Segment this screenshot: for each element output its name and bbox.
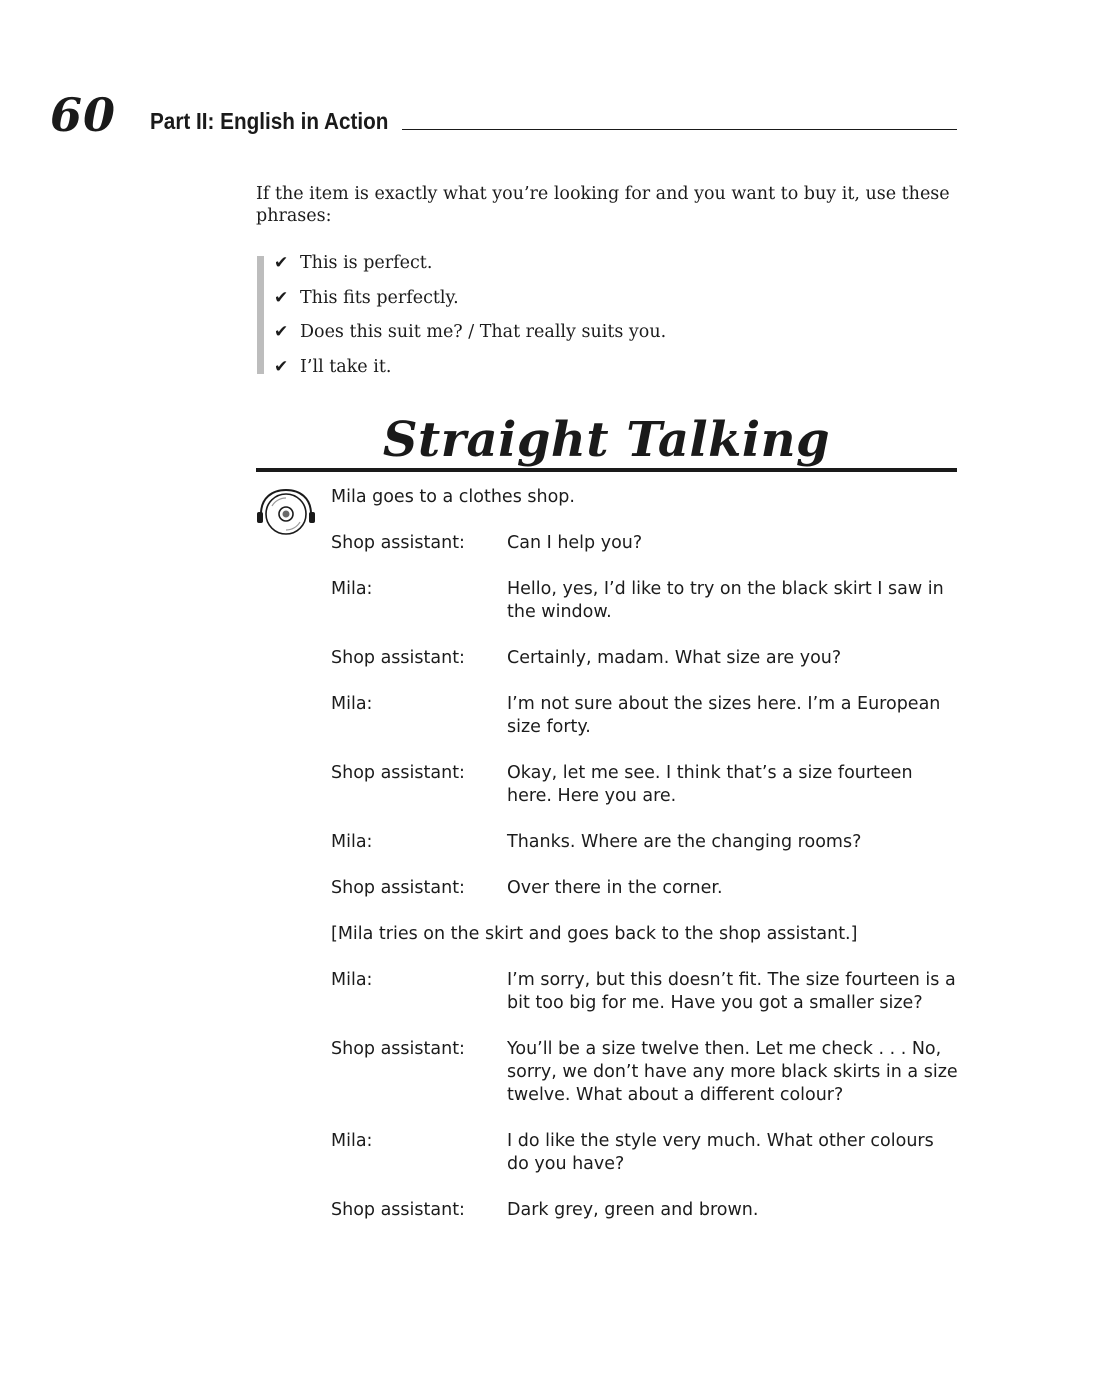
- dialogue-line: I’m sorry, but this doesn’t fit. The size fourteen is a bit too big for me. Have you got a smaller size?: [507, 970, 956, 1013]
- list-item-text: This fits perfectly.: [300, 287, 459, 308]
- dialogue-turn: [331, 1130, 961, 1176]
- dialogue-line: Over there in the corner.: [507, 878, 723, 898]
- dialogue-line: Hello, yes, I’d like to try on the black skirt I saw in the window.: [507, 579, 944, 622]
- speaker-label: Shop assistant:: [331, 763, 465, 783]
- dialogue-turn: [331, 1038, 961, 1107]
- dialogue-line: I’m not sure about the sizes here. I’m a European size forty.: [507, 694, 941, 737]
- checkmark-icon: ✔: [274, 357, 289, 378]
- stage-direction: [Mila tries on the skirt and goes back to the shop assistant.]: [331, 924, 858, 944]
- speaker-label: Mila:: [331, 832, 373, 852]
- scene-description: Mila goes to a clothes shop.: [331, 487, 575, 507]
- speaker-label: Shop assistant:: [331, 533, 465, 553]
- cd-headphones-icon: [256, 486, 316, 536]
- speaker-label: Mila:: [331, 970, 373, 990]
- dialogue-line: Certainly, madam. What size are you?: [507, 648, 842, 668]
- speaker-label: Shop assistant:: [331, 1200, 465, 1220]
- dialogue-turn: [331, 1199, 961, 1222]
- phrase-list: [274, 251, 666, 390]
- dialogue-line: You’ll be a size twelve then. Let me check . . . No, sorry, we don’t have any more black skirts in a size twelve. What about a different colour?: [507, 1039, 958, 1105]
- dialogue-line: Can I help you?: [507, 533, 643, 553]
- running-head-rule: [402, 129, 957, 130]
- speaker-label: Shop assistant:: [331, 1039, 465, 1059]
- speaker-label: Mila:: [331, 694, 373, 714]
- list-item-text: This is perfect.: [300, 253, 433, 273]
- running-head: Part II: English in Action: [150, 108, 389, 134]
- dialogue-turn: [331, 647, 961, 670]
- page-number: 60: [50, 88, 117, 142]
- intro-paragraph: If the item is exactly what you’re looking for and you want to buy it, use these phrases:: [256, 184, 950, 226]
- list-item-text: I’ll take it.: [300, 357, 392, 378]
- section-title-rule: [256, 468, 957, 472]
- dialogue-turn: [331, 762, 961, 808]
- checkmark-icon: ✔: [274, 322, 289, 343]
- checkmark-icon: ✔: [274, 253, 289, 273]
- dialogue-turn: [331, 831, 961, 854]
- dialogue-turn: [331, 877, 961, 900]
- list-item: [274, 320, 666, 355]
- section-title: Straight Talking: [382, 412, 831, 468]
- dialogue-turn: [331, 969, 961, 1015]
- dialogue: [331, 532, 961, 1245]
- list-item: [274, 355, 666, 390]
- dialogue-line: Thanks. Where are the changing rooms?: [507, 832, 862, 852]
- checkmark-icon: ✔: [274, 287, 289, 308]
- speaker-label: Shop assistant:: [331, 878, 465, 898]
- list-item: [274, 251, 666, 286]
- speaker-label: Mila:: [331, 1131, 373, 1151]
- bullet-list-sidebar: [257, 256, 264, 374]
- speaker-label: Mila:: [331, 579, 373, 599]
- dialogue-turn: [331, 578, 961, 624]
- dialogue-line: Dark grey, green and brown.: [507, 1200, 759, 1220]
- dialogue-turn: [331, 693, 961, 739]
- dialogue-turn: [331, 532, 961, 555]
- speaker-label: Shop assistant:: [331, 648, 465, 668]
- list-item-text: Does this suit me? / That really suits you.: [300, 322, 667, 343]
- list-item: [274, 286, 666, 321]
- dialogue-line: I do like the style very much. What other colours do you have?: [507, 1131, 934, 1174]
- dialogue-line: Okay, let me see. I think that’s a size fourteen here. Here you are.: [507, 763, 913, 806]
